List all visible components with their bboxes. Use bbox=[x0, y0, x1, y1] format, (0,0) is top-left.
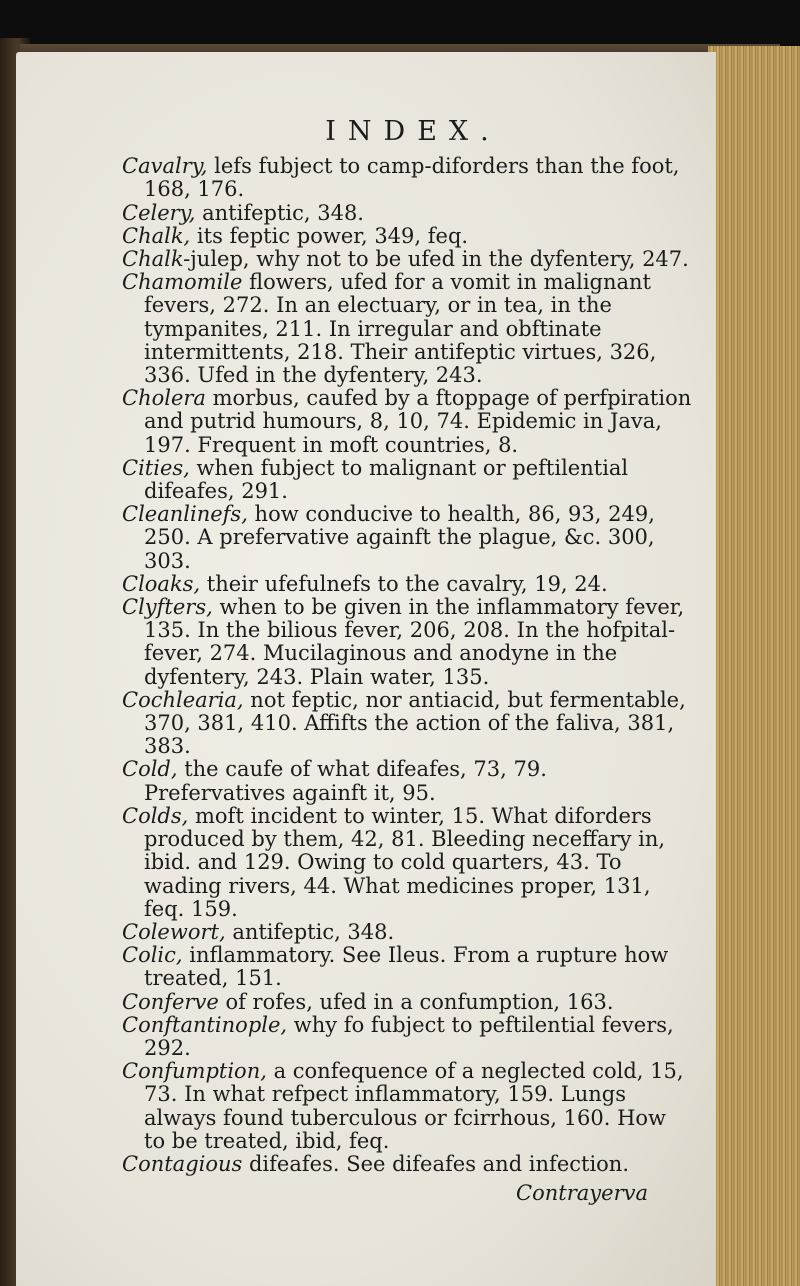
entry-text: when fubject to malignant or peftilential difeafes, 291. bbox=[144, 455, 629, 504]
entry-text: antifeptic, 348. bbox=[225, 919, 395, 944]
entry-keyword: Colds, bbox=[122, 803, 189, 828]
index-entry bbox=[122, 758, 692, 804]
index-entry bbox=[122, 1060, 692, 1153]
entry-text: not feptic, nor antiacid, but fermentable, 370, 381, 410. Affifts the action of the faliva, 381, 383. bbox=[144, 687, 686, 759]
index-entry bbox=[122, 155, 692, 201]
entry-keyword: Cities, bbox=[122, 455, 190, 480]
index-entries bbox=[122, 155, 692, 1176]
index-entry bbox=[122, 271, 692, 387]
index-entry bbox=[122, 689, 692, 759]
index-entry bbox=[122, 248, 692, 271]
book-page-edges bbox=[708, 46, 800, 1286]
entry-keyword: Conftantinople, bbox=[122, 1012, 288, 1037]
index-entry bbox=[122, 457, 692, 503]
index-entry bbox=[122, 805, 692, 921]
entry-keyword: Chamomile bbox=[122, 270, 243, 295]
entry-text: their ufefulnefs to the cavalry, 19, 24. bbox=[200, 571, 608, 596]
entry-text: a confequence of a neglected cold, 15, 73. In what refpect inflammatory, 159. Lungs always found tuberculous or fcirrhous, 160. How to be treated, ibid, feq. bbox=[144, 1059, 684, 1153]
entry-text: when to be given in the inflammatory fever, 135. In the bilious fever, 206, 208. In the hofpital-fever, 274. Mucilaginous and anodyne in the dyfentery, 243. Plain water, 135. bbox=[144, 595, 685, 689]
entry-keyword: Conferve bbox=[122, 989, 219, 1014]
entry-keyword: Clyfters, bbox=[122, 595, 213, 620]
entry-text: difeafes. See difeafes and infection. bbox=[242, 1151, 630, 1176]
entry-text: julep, why not to be ufed in the dyfentery, 247. bbox=[190, 247, 689, 272]
index-entry bbox=[122, 921, 692, 944]
entry-text: morbus, caufed by a ftoppage of perfpiration and putrid humours, 8, 10, 74. Epidemic in Java, 197. Frequent in moft countries, 8. bbox=[144, 386, 692, 457]
index-entry bbox=[122, 387, 692, 457]
entry-keyword: Chalk, bbox=[122, 223, 191, 248]
entry-keyword: Cochlearia, bbox=[122, 687, 244, 712]
entry-keyword: Colic, bbox=[122, 943, 183, 968]
entry-keyword: Cleanlinefs, bbox=[122, 502, 248, 527]
entry-text: inflammatory. See Ileus. From a rupture how treated, 151. bbox=[144, 943, 669, 991]
entry-text: why fo fubject to peftilential fevers, 292. bbox=[144, 1012, 674, 1060]
index-entry bbox=[122, 573, 692, 596]
entry-text: moft incident to winter, 15. What diforders produced by them, 42, 81. Bleeding neceffary in, ibid. and 129. Owing to cold quarters, 43. To wading rivers, 44. What medicines proper, 131, feq. 159. bbox=[144, 803, 666, 921]
entry-text: the caufe of what difeafes, 73, 79. Prefervatives againft it, 95. bbox=[144, 757, 547, 805]
entry-keyword: Chalk- bbox=[122, 247, 191, 272]
entry-text: its feptic power, 349, feq. bbox=[190, 223, 469, 248]
index-entry bbox=[122, 202, 692, 225]
entry-keyword: Celery, bbox=[122, 200, 196, 225]
page-header: INDEX. bbox=[325, 116, 501, 147]
index-entry bbox=[122, 1014, 692, 1060]
entry-keyword: Cloaks, bbox=[122, 571, 201, 596]
entry-keyword: Cavalry, bbox=[122, 154, 208, 179]
entry-text: lefs fubject to camp-diforders than the foot, 168, 176. bbox=[144, 154, 680, 202]
entry-text: antifeptic, 348. bbox=[195, 200, 364, 225]
entry-keyword: Colewort, bbox=[122, 919, 226, 944]
index-entry bbox=[122, 503, 692, 573]
entry-keyword: Cold, bbox=[122, 757, 178, 782]
entry-keyword: Contagious bbox=[122, 1151, 243, 1176]
index-text bbox=[122, 116, 692, 1206]
index-entry bbox=[122, 225, 692, 248]
index-entry bbox=[122, 991, 692, 1014]
index-entry bbox=[122, 1153, 692, 1176]
index-entry bbox=[122, 596, 692, 689]
entry-text: flowers, ufed for a vomit in malignant fevers, 272. In an electuary, or in tea, in the tympanites, 211. In irregular and obftinate intermittents, 218. Their antifeptic virtues, 326, 336. Ufed in the dyfentery, 243. bbox=[144, 270, 657, 388]
entry-keyword: Confumption, bbox=[122, 1059, 267, 1084]
entry-keyword: Cholera bbox=[122, 386, 206, 411]
catchword: Contrayerva bbox=[516, 1181, 648, 1206]
entry-text: of rofes, ufed in a confumption, 163. bbox=[218, 989, 614, 1014]
index-entry bbox=[122, 944, 692, 990]
entry-text: how conducive to health, 86, 93, 249, 250. A prefervative againft the plague, &c. 300, 303. bbox=[144, 502, 655, 573]
